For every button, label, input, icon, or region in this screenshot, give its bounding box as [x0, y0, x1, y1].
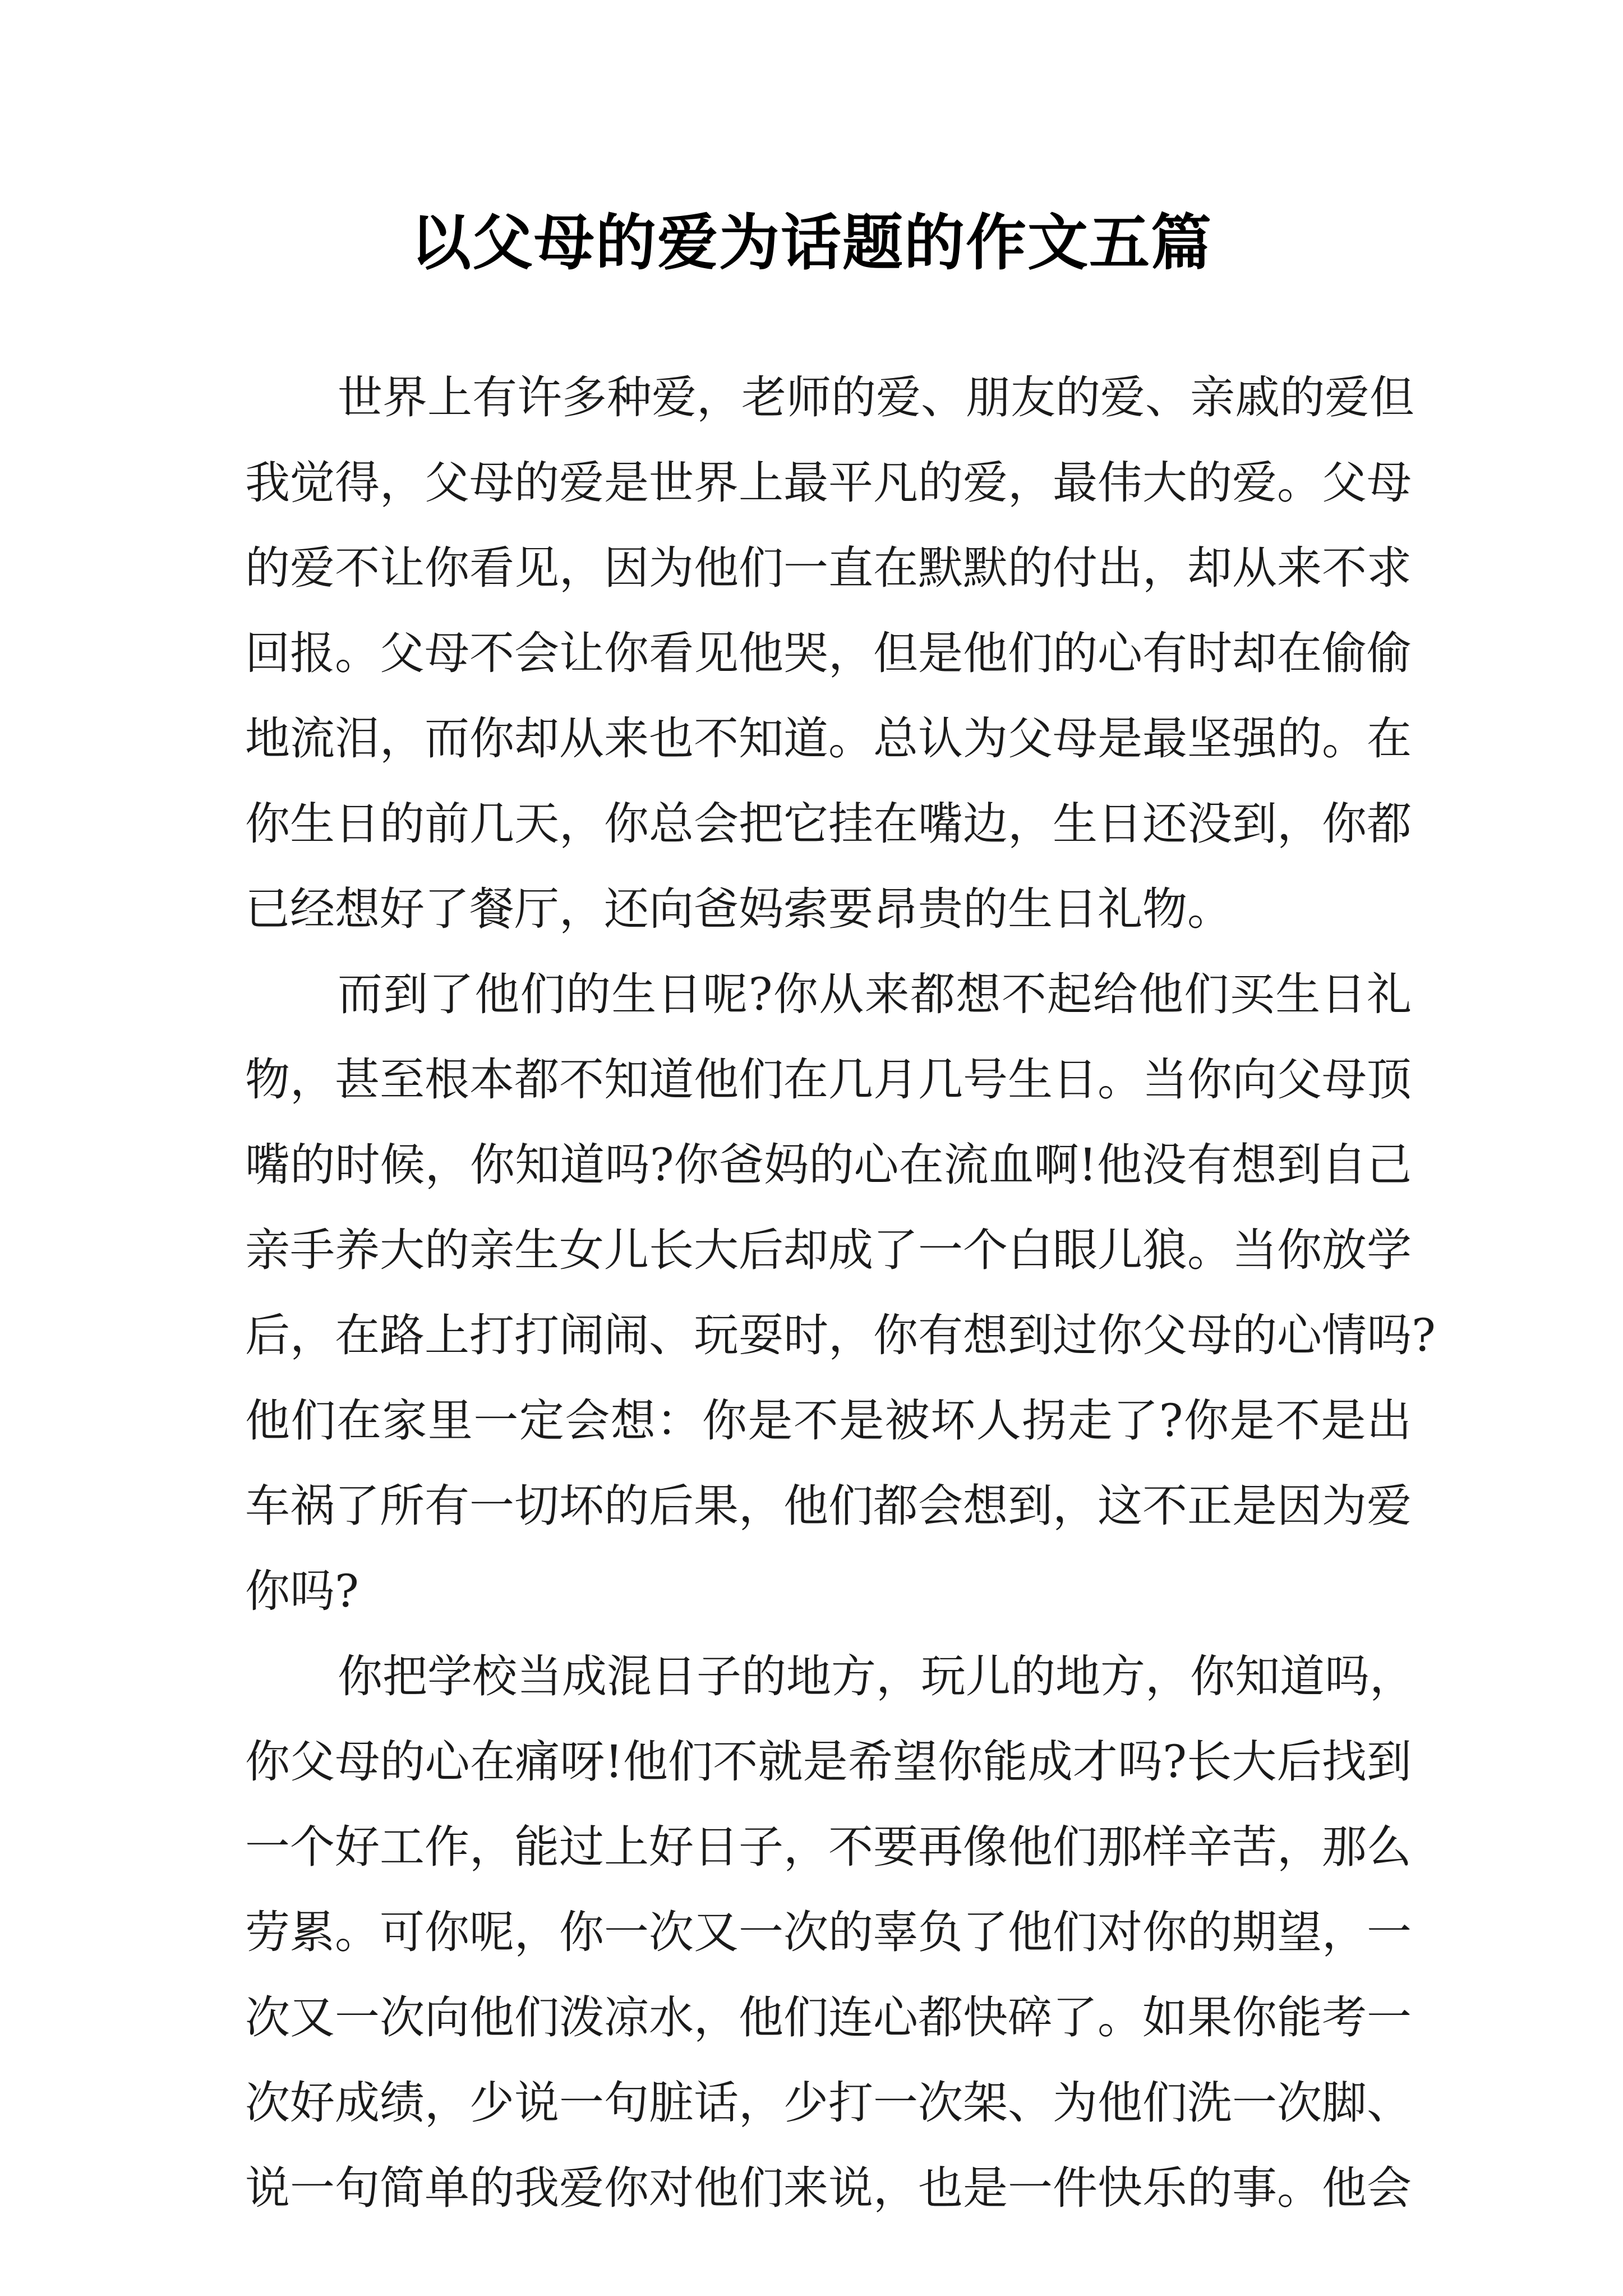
text-line: 你把学校当成混日子的地方，玩儿的地方，你知道吗， — [338, 1650, 1414, 1703]
text-line: 你生日的前几天，你总会把它挂在嘴边，生日还没到，你都 — [245, 798, 1412, 850]
document-body — [245, 355, 1436, 2231]
text-line: 亲手养大的亲生女儿长大后却成了一个白眼儿狼。当你放学 — [245, 1224, 1412, 1276]
text-line: 后，在路上打打闹闹、玩耍时，你有想到过你父母的心情吗? — [245, 1309, 1436, 1361]
paragraph-1 — [245, 355, 1412, 952]
text-line: 地流泪，而你却从来也不知道。总认为父母是最坚强的。在 — [245, 712, 1412, 765]
text-line: 已经想好了餐厅，还向爸妈索要昂贵的生日礼物。 — [245, 883, 1232, 935]
text-line: 回报。父母不会让你看见他哭，但是他们的心有时却在偷偷 — [245, 627, 1412, 679]
text-line: 你父母的心在痛呀!他们不就是希望你能成才吗?长大后找到 — [245, 1736, 1412, 1788]
text-line: 你吗? — [245, 1565, 359, 1617]
text-line: 一个好工作，能过上好日子，不要再像他们那样辛苦，那么 — [245, 1821, 1412, 1873]
text-line: 而到了他们的生日呢?你从来都想不起给他们买生日礼 — [338, 968, 1412, 1020]
text-line: 次好成绩，少说一句脏话，少打一次架、为他们洗一次脚、 — [245, 2077, 1412, 2129]
text-line: 的爱不让你看见，因为他们一直在默默的付出，却从来不求 — [245, 542, 1412, 594]
text-line: 车祸了所有一切坏的后果，他们都会想到，这不正是因为爱 — [245, 1480, 1412, 1532]
text-line: 他们在家里一定会想：你是不是被坏人拐走了?你是不是出 — [245, 1395, 1412, 1447]
text-line: 嘴的时候，你知道吗?你爸妈的心在流血啊!他没有想到自己 — [245, 1139, 1412, 1191]
text-line: 我觉得，父母的爱是世界上最平凡的爱，最伟大的爱。父母 — [245, 457, 1412, 509]
text-line: 次又一次向他们泼凉水，他们连心都快碎了。如果你能考一 — [245, 1991, 1412, 2044]
text-line: 劳累。可你呢，你一次又一次的辜负了他们对你的期望，一 — [245, 1906, 1412, 1958]
text-line: 世界上有许多种爱，老师的爱、朋友的爱、亲戚的爱但 — [338, 371, 1414, 424]
text-line: 说一句简单的我爱你对他们来说，也是一件快乐的事。他会 — [245, 2162, 1412, 2214]
paragraph-3 — [245, 1634, 1412, 2231]
paragraph-2 — [245, 952, 1436, 1634]
document-title: 以父母的爱为话题的作文五篇 — [410, 208, 1212, 278]
text-line: 物，甚至根本都不知道他们在几月几号生日。当你向父母顶 — [245, 1053, 1412, 1106]
